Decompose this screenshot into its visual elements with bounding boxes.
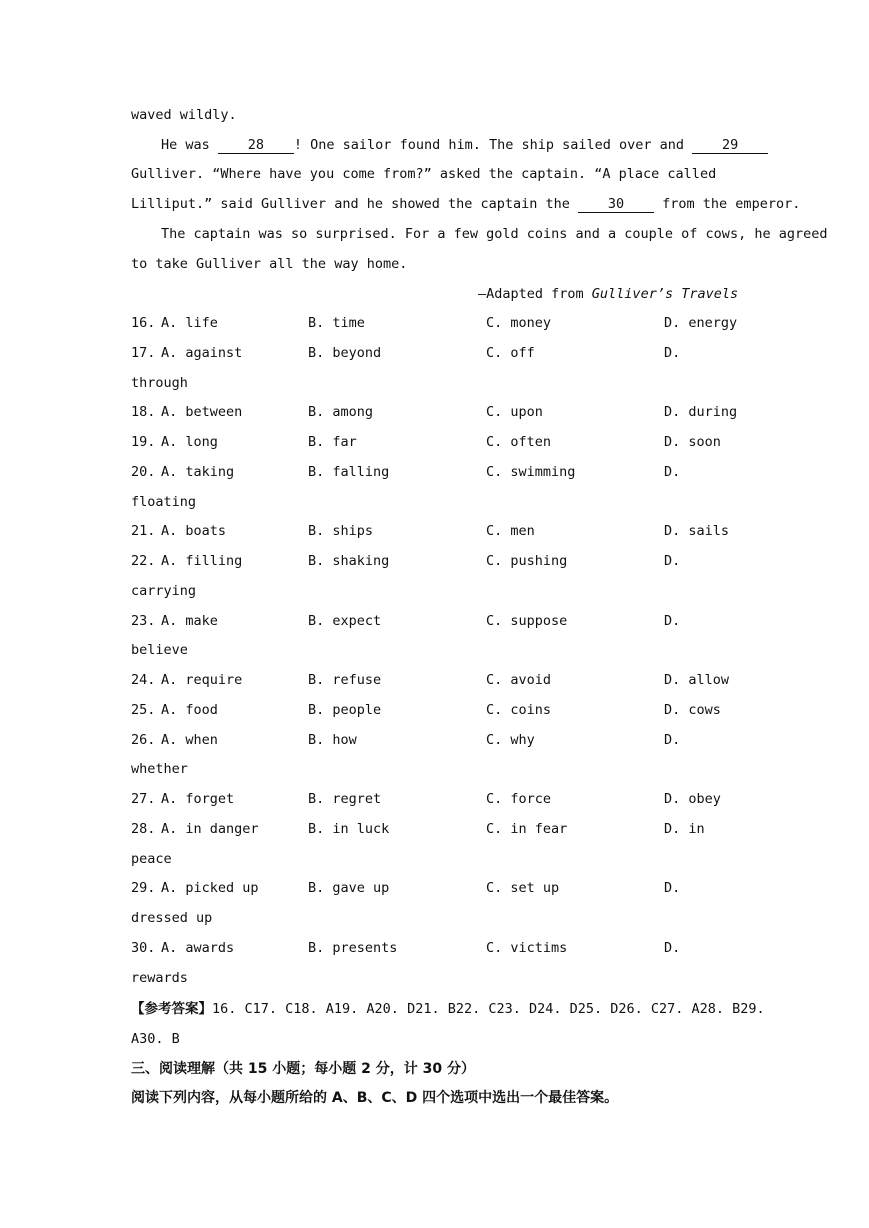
passage-line-2 xyxy=(161,136,768,154)
option-a: A. picked up xyxy=(161,880,259,896)
option-d: D. xyxy=(664,613,681,629)
answer-key-label: 【参考答案】 xyxy=(131,1001,212,1017)
option-c: C. upon xyxy=(486,404,543,420)
option-a: A. between xyxy=(161,404,243,420)
option-d: D. xyxy=(664,345,681,361)
option-b: B. among xyxy=(308,404,374,420)
option-d-wrap: whether xyxy=(131,761,188,777)
option-d-wrap: believe xyxy=(131,642,188,658)
option-a: A. require xyxy=(161,672,243,688)
option-a: A. in danger xyxy=(161,821,259,837)
option-c: C. swimming xyxy=(486,464,576,480)
answer-key-line-1 xyxy=(131,1000,765,1018)
passage-text: Lilliput.” said Gulliver and he showed the captain the xyxy=(131,196,579,212)
option-b: B. presents xyxy=(308,940,398,956)
option-d: D. cows xyxy=(664,702,721,718)
answer-key-line-2: A30. B xyxy=(131,1031,180,1047)
option-b: B. falling xyxy=(308,464,390,480)
option-b: B. beyond xyxy=(308,345,382,361)
passage-line-4 xyxy=(131,195,800,213)
option-b: B. ships xyxy=(308,523,374,539)
option-c: C. suppose xyxy=(486,613,568,629)
question-number: 28. xyxy=(131,821,156,837)
section-instruction: 阅读下列内容，从每小题所给的 A、B、C、D 四个选项中选出一个最佳答案。 xyxy=(131,1090,619,1106)
option-d: D. sails xyxy=(664,523,730,539)
option-a: A. make xyxy=(161,613,218,629)
question-number: 21. xyxy=(131,523,156,539)
option-d: D. in xyxy=(664,821,705,837)
option-c: C. set up xyxy=(486,880,560,896)
passage-text: from the emperor. xyxy=(654,196,801,212)
question-number: 25. xyxy=(131,702,156,718)
option-c: C. men xyxy=(486,523,535,539)
option-a: A. filling xyxy=(161,553,243,569)
section-heading: 三、阅读理解（共 15 小题；每小题 2 分，计 30 分） xyxy=(131,1061,475,1077)
question-number: 18. xyxy=(131,404,156,420)
option-d-wrap: rewards xyxy=(131,970,188,986)
passage-line-3: Gulliver. “Where have you come from?” asked the captain. “A place called xyxy=(131,166,717,182)
question-number: 27. xyxy=(131,791,156,807)
question-number: 22. xyxy=(131,553,156,569)
option-d: D. soon xyxy=(664,434,721,450)
option-a: A. forget xyxy=(161,791,235,807)
option-c: C. pushing xyxy=(486,553,568,569)
question-number: 16. xyxy=(131,315,156,331)
source-credit xyxy=(478,285,738,303)
source-title: Gulliver’s Travels xyxy=(591,286,739,302)
option-d: D. xyxy=(664,880,681,896)
option-c: C. why xyxy=(486,732,535,748)
option-c: C. often xyxy=(486,434,552,450)
option-b: B. how xyxy=(308,732,357,748)
option-a: A. life xyxy=(161,315,218,331)
question-number: 19. xyxy=(131,434,156,450)
option-a: A. long xyxy=(161,434,218,450)
passage-line-1: waved wildly. xyxy=(131,107,237,123)
option-c: C. off xyxy=(486,345,535,361)
option-d-wrap: carrying xyxy=(131,583,197,599)
option-b: B. refuse xyxy=(308,672,382,688)
option-c: C. force xyxy=(486,791,552,807)
option-d: D. allow xyxy=(664,672,730,688)
option-d: D. xyxy=(664,732,681,748)
option-a: A. food xyxy=(161,702,218,718)
source-prefix: —Adapted from xyxy=(478,286,592,302)
option-d: D. obey xyxy=(664,791,721,807)
option-d: D. xyxy=(664,464,681,480)
question-number: 30. xyxy=(131,940,156,956)
question-number: 17. xyxy=(131,345,156,361)
option-d: D. xyxy=(664,553,681,569)
option-b: B. people xyxy=(308,702,382,718)
option-c: C. money xyxy=(486,315,552,331)
option-d-wrap: floating xyxy=(131,494,197,510)
question-number: 20. xyxy=(131,464,156,480)
option-a: A. when xyxy=(161,732,218,748)
option-d-wrap: dressed up xyxy=(131,910,213,926)
option-d: D. during xyxy=(664,404,738,420)
option-d: D. energy xyxy=(664,315,738,331)
blank-28: 28 xyxy=(218,137,294,154)
option-a: A. awards xyxy=(161,940,235,956)
option-b: B. far xyxy=(308,434,357,450)
option-b: B. expect xyxy=(308,613,382,629)
option-c: C. in fear xyxy=(486,821,568,837)
question-number: 24. xyxy=(131,672,156,688)
option-d: D. xyxy=(664,940,681,956)
option-b: B. time xyxy=(308,315,365,331)
blank-30: 30 xyxy=(578,196,654,213)
passage-line-5: The captain was so surprised. For a few gold coins and a couple of cows, he agreed xyxy=(161,226,828,242)
answer-key-text: 16. C17. C18. A19. A20. D21. B22. C23. D24. D25. D26. C27. A28. B29. xyxy=(212,1001,765,1017)
option-d-wrap: through xyxy=(131,375,188,391)
option-b: B. regret xyxy=(308,791,382,807)
option-c: C. coins xyxy=(486,702,552,718)
option-b: B. gave up xyxy=(308,880,390,896)
option-b: B. shaking xyxy=(308,553,390,569)
question-number: 23. xyxy=(131,613,156,629)
option-b: B. in luck xyxy=(308,821,390,837)
blank-29: 29 xyxy=(692,137,768,154)
option-a: A. boats xyxy=(161,523,227,539)
option-c: C. avoid xyxy=(486,672,552,688)
passage-line-6: to take Gulliver all the way home. xyxy=(131,256,408,272)
passage-text: ! One sailor found him. The ship sailed over and xyxy=(293,137,693,153)
option-d-wrap: peace xyxy=(131,851,172,867)
question-number: 26. xyxy=(131,732,156,748)
option-a: A. against xyxy=(161,345,243,361)
option-c: C. victims xyxy=(486,940,568,956)
option-a: A. taking xyxy=(161,464,235,480)
passage-text: He was xyxy=(161,137,218,153)
question-number: 29. xyxy=(131,880,156,896)
